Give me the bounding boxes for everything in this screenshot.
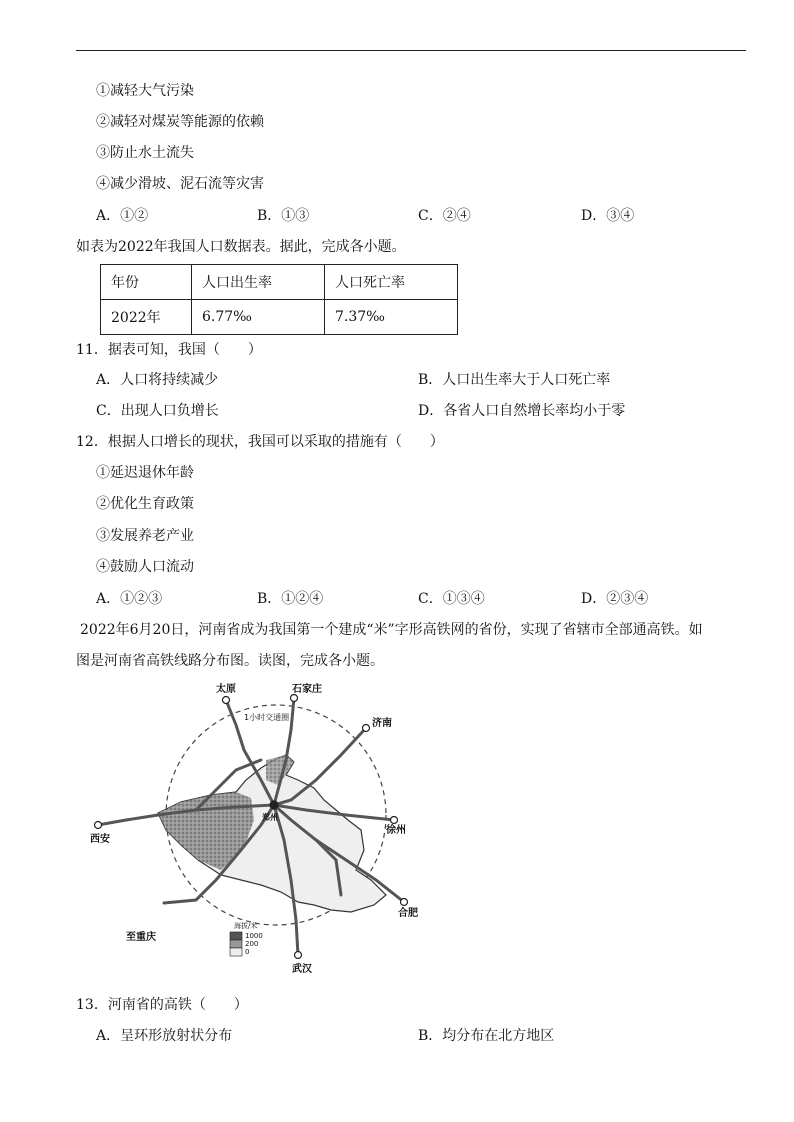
circle-label: 1小时交通圈 xyxy=(244,713,290,722)
city-label-taiyuan: 太原 xyxy=(216,684,236,695)
q13-option-a[interactable]: A．呈环形放射状分布 xyxy=(96,1028,233,1044)
city-marker-xian xyxy=(95,822,102,829)
table-header-death-rate: 人口死亡率 xyxy=(325,265,458,300)
q10-option-b[interactable]: B．①③ xyxy=(257,208,310,224)
table-row xyxy=(101,300,458,335)
q12-stem: 12．根据人口增长的现状，我国可以采取的措施有（ ） xyxy=(76,434,444,450)
city-marker-taiyuan xyxy=(223,697,230,704)
city-marker-shijiazhuang xyxy=(291,695,298,702)
q12-statement-2: ②优化生育政策 xyxy=(96,496,194,512)
table-header-row xyxy=(101,265,458,300)
q12-statement-1: ①延迟退休年龄 xyxy=(96,465,194,481)
q12-option-c[interactable]: C．①③④ xyxy=(418,591,485,607)
legend-swatch-high xyxy=(230,932,242,940)
city-label-jinan: 济南 xyxy=(372,718,392,729)
q13-stem: 13．河南省的高铁（ ） xyxy=(76,997,248,1013)
table-header-year: 年份 xyxy=(101,265,192,300)
city-label-chongqing: 至重庆 xyxy=(126,932,156,943)
elevation-legend xyxy=(230,921,263,956)
q10-statement-3: ③防止水土流失 xyxy=(96,145,194,161)
city-marker-zhengzhou xyxy=(270,801,278,809)
table-header-birth-rate: 人口出生率 xyxy=(192,265,325,300)
city-label-xuzhou: 徐州 xyxy=(386,825,406,836)
city-marker-xuzhou xyxy=(391,817,398,824)
q11-option-a[interactable]: A．人口将持续减少 xyxy=(96,372,219,388)
legend-swatch-mid xyxy=(230,940,242,948)
q10-statement-4: ④减少滑坡、泥石流等灾害 xyxy=(96,176,264,192)
q10-option-c[interactable]: C．②④ xyxy=(418,208,471,224)
city-marker-hefei xyxy=(401,899,408,906)
legend-title: 海拔/米 xyxy=(234,922,258,930)
city-label-hefei: 合肥 xyxy=(398,908,418,919)
legend-swatch-low xyxy=(230,948,242,956)
city-label-xian: 西安 xyxy=(90,834,110,845)
q10-statement-1: ①减轻大气污染 xyxy=(96,83,194,99)
q12-statement-3: ③发展养老产业 xyxy=(96,528,194,544)
population-table xyxy=(100,264,458,335)
map-intro-line-2: 图是河南省高铁线路分布图。读图，完成各小题。 xyxy=(76,653,384,669)
q12-option-b[interactable]: B．①②④ xyxy=(257,591,324,607)
q10-option-a[interactable]: A．①② xyxy=(96,208,149,224)
q11-option-d[interactable]: D．各省人口自然增长率均小于零 xyxy=(418,403,626,419)
legend-value-200: 200 xyxy=(245,940,259,948)
q12-option-a[interactable]: A．①②③ xyxy=(96,591,163,607)
table-cell-year: 2022年 xyxy=(101,300,192,335)
legend-value-1000: 1000 xyxy=(245,932,263,940)
henan-rail-map xyxy=(86,680,426,980)
q12-statement-4: ④鼓励人口流动 xyxy=(96,559,194,575)
table-cell-birth-rate: 6.77‰ xyxy=(192,300,325,335)
city-label-wuhan: 武汉 xyxy=(292,964,312,975)
q11-stem: 11．据表可知，我国（ ） xyxy=(76,342,262,358)
city-marker-jinan xyxy=(363,725,370,732)
city-label-shijiazhuang: 石家庄 xyxy=(292,684,322,695)
header-rule xyxy=(76,50,746,51)
q13-option-b[interactable]: B．均分布在北方地区 xyxy=(418,1028,555,1044)
table-cell-death-rate: 7.37‰ xyxy=(325,300,458,335)
q11-option-b[interactable]: B．人口出生率大于人口死亡率 xyxy=(418,372,611,388)
table-intro: 如表为2022年我国人口数据表。据此，完成各小题。 xyxy=(76,239,406,255)
map-intro-line-1: 2022年6月20日，河南省成为我国第一个建成“米”字形高铁网的省份，实现了省辖市全部通高铁。如 xyxy=(80,622,703,638)
q10-statement-2: ②减轻对煤炭等能源的依赖 xyxy=(96,114,264,130)
legend-value-0: 0 xyxy=(245,948,250,956)
city-label-zhengzhou: 郑州 xyxy=(262,813,278,822)
q11-option-c[interactable]: C．出现人口负增长 xyxy=(96,403,219,419)
city-marker-wuhan xyxy=(295,952,302,959)
q10-option-d[interactable]: D．③④ xyxy=(581,208,635,224)
q12-option-d[interactable]: D．②③④ xyxy=(581,591,649,607)
